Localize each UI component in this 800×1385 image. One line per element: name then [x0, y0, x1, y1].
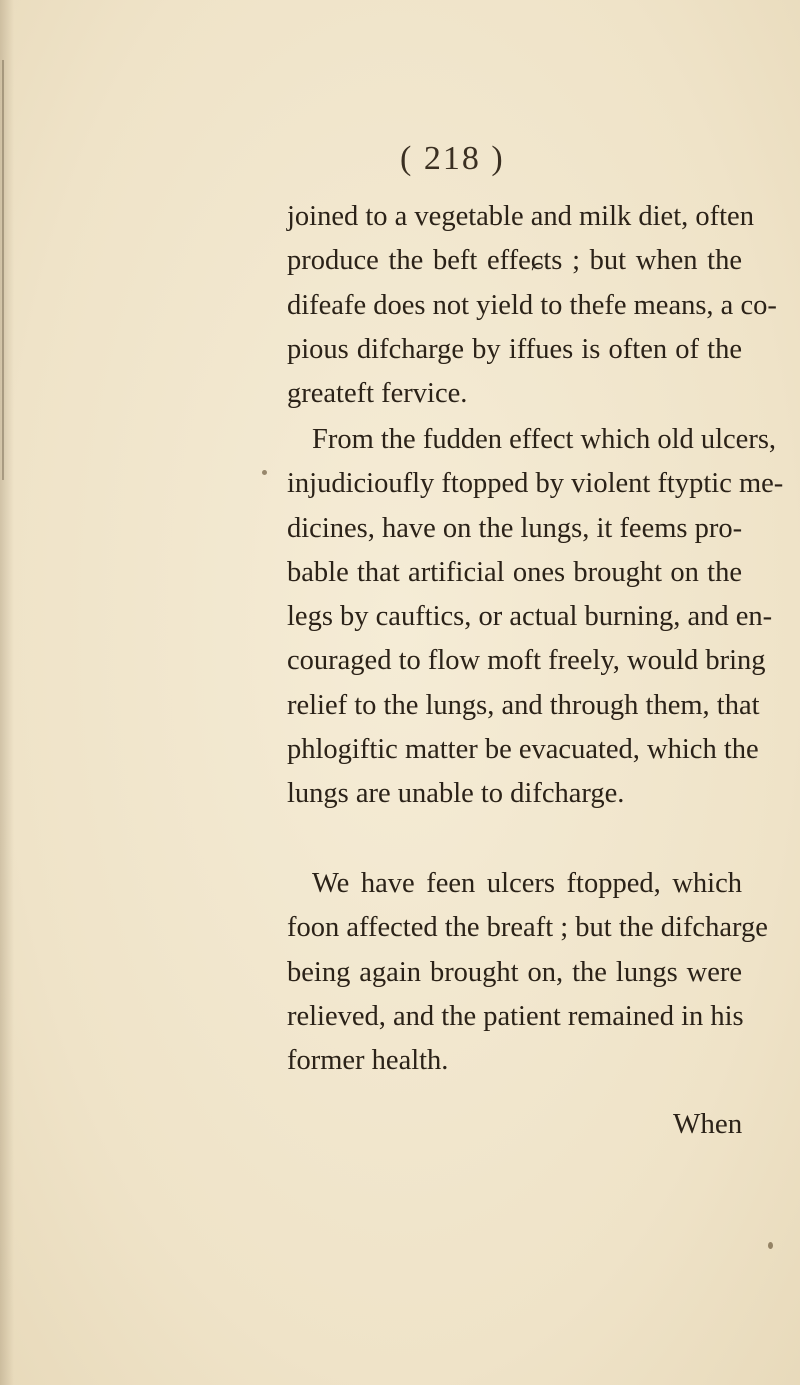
text-line: joined to a vegetable and milk diet, often — [287, 201, 754, 232]
text-line: couraged to flow moft freely, would bring — [287, 645, 766, 677]
text-line: legs by cauftics, or actual burning, and en- — [287, 601, 773, 633]
text-line: phlogiftic matter be evacuated, which the — [287, 734, 759, 766]
text-line: former health. — [287, 1045, 449, 1077]
paragraph-3 — [287, 862, 768, 1083]
text-line: We have feen ulcers ftopped, which — [312, 868, 742, 899]
text-line: dicines, have on the lungs, it feems pro- — [287, 512, 743, 544]
catchword: When — [673, 1108, 743, 1140]
text-line: From the fudden effect which old ulcers, — [312, 424, 777, 455]
text-line: foon affected the breaft ; but the difcharge — [287, 912, 768, 944]
text-line: lungs are unable to difcharge. — [287, 778, 625, 810]
paragraph-1 — [287, 195, 777, 416]
text-line: pious difcharge by iffues is often of the — [287, 333, 742, 365]
page-number: ( 218 ) — [400, 140, 505, 177]
paragraph-2 — [287, 418, 784, 817]
text-line: injudicioufly ftopped by violent ftyptic me- — [287, 468, 784, 500]
text-line: produce the beft effeɕts ; but when the — [287, 245, 742, 277]
text-line: relief to the lungs, and through them, that — [287, 689, 760, 721]
binding-edge — [2, 60, 4, 480]
paper-speck — [262, 470, 267, 475]
text-line: bable that artificial ones brought on the — [287, 556, 742, 588]
text-line: greateft fervice. — [287, 378, 468, 410]
paper-speck — [768, 1242, 773, 1249]
text-line: relieved, and the patient remained in his — [287, 1000, 744, 1032]
text-line: difeafe does not yield to thefe means, a co- — [287, 289, 777, 321]
text-line: being again brought on, the lungs were — [287, 956, 742, 988]
